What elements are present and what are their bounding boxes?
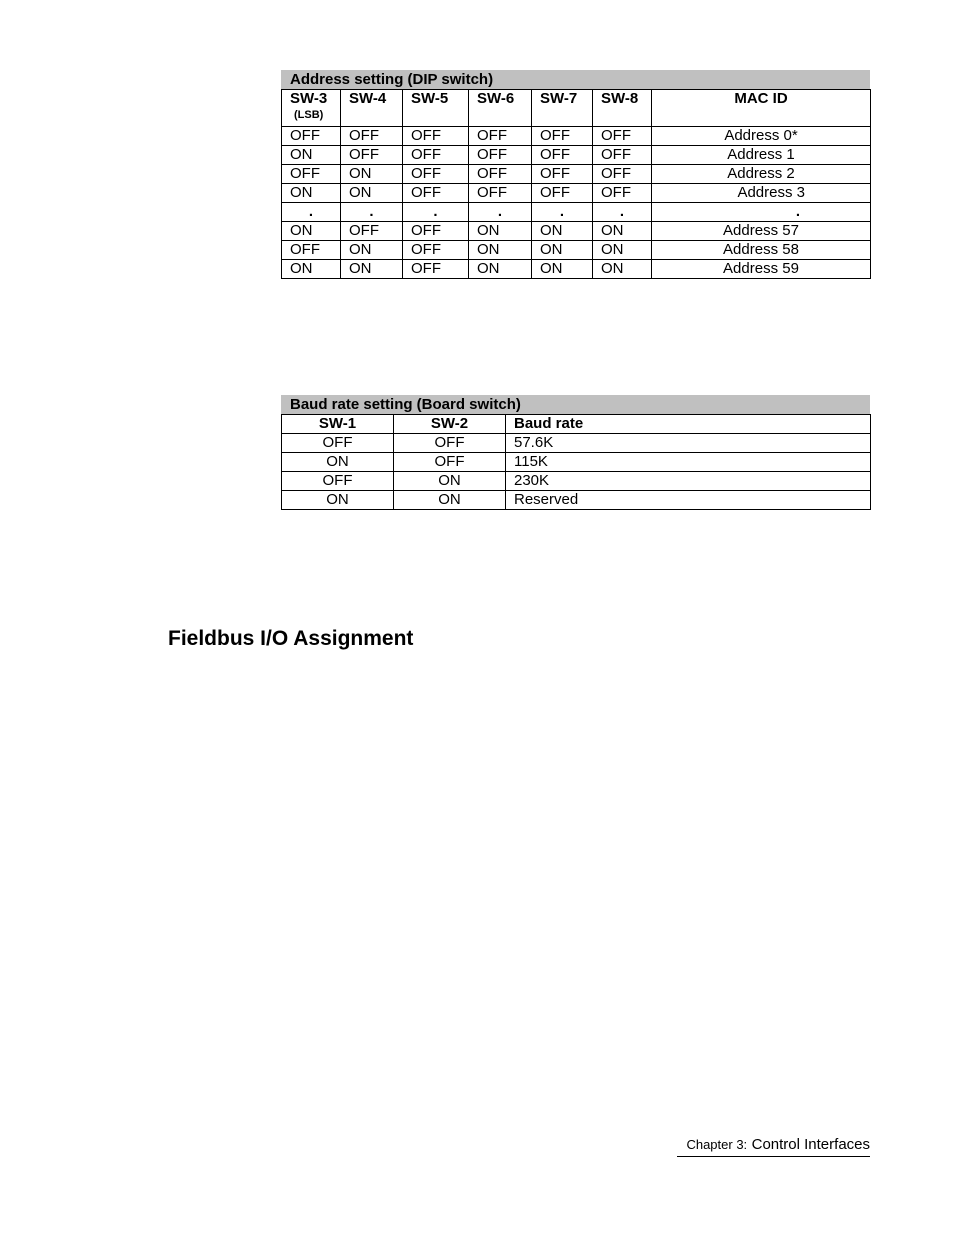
table-cell: OFF — [403, 222, 469, 241]
ellipsis-row — [282, 203, 871, 222]
table-cell: OFF — [403, 260, 469, 279]
ellipsis-cell: . — [593, 203, 652, 222]
table-cell: ON — [282, 453, 394, 472]
table-cell: OFF — [593, 146, 652, 165]
table-cell: OFF — [403, 184, 469, 203]
page-footer — [677, 1136, 870, 1157]
table-cell: ON — [532, 222, 593, 241]
table-row — [282, 184, 871, 203]
table-cell: OFF — [593, 165, 652, 184]
mac-id-cell: Address 0* — [652, 127, 871, 146]
table-cell: ON — [341, 165, 403, 184]
address-table-grid — [281, 89, 871, 279]
table-row — [282, 241, 871, 260]
header-sw7: SW-7 — [532, 90, 593, 127]
table-cell: OFF — [403, 165, 469, 184]
table-cell: OFF — [403, 241, 469, 260]
table-cell: ON — [282, 222, 341, 241]
table-cell: OFF — [469, 165, 532, 184]
table-row — [282, 127, 871, 146]
header-mac-id: MAC ID — [652, 90, 871, 127]
table-cell: ON — [394, 491, 506, 510]
mac-id-cell: Address 58 — [652, 241, 871, 260]
table-cell: ON — [341, 260, 403, 279]
table-cell: OFF — [282, 127, 341, 146]
table-row — [282, 165, 871, 184]
ellipsis-cell: . — [469, 203, 532, 222]
table-cell: OFF — [469, 127, 532, 146]
table-cell: OFF — [282, 434, 394, 453]
table-cell: ON — [532, 260, 593, 279]
table-cell: ON — [593, 260, 652, 279]
baud-rate-cell: 115K — [506, 453, 871, 472]
header-sw4: SW-4 — [341, 90, 403, 127]
table-cell: OFF — [532, 165, 593, 184]
ellipsis-cell: . — [532, 203, 593, 222]
address-table-header-row — [282, 90, 871, 127]
table-cell: ON — [341, 184, 403, 203]
table-cell: OFF — [532, 127, 593, 146]
baud-rate-cell: Reserved — [506, 491, 871, 510]
table-cell: OFF — [403, 127, 469, 146]
table-row — [282, 434, 871, 453]
table-cell: ON — [593, 241, 652, 260]
table-row — [282, 222, 871, 241]
baud-table-caption: Baud rate setting (Board switch) — [281, 395, 870, 414]
header-sw1: SW-1 — [282, 415, 394, 434]
ellipsis-cell: . — [282, 203, 341, 222]
lsb-note: (LSB) — [294, 109, 324, 121]
table-cell: ON — [282, 184, 341, 203]
address-table-caption: Address setting (DIP switch) — [281, 70, 870, 89]
table-cell: OFF — [469, 184, 532, 203]
table-row — [282, 453, 871, 472]
mac-id-cell: Address 57 — [652, 222, 871, 241]
header-sw8: SW-8 — [593, 90, 652, 127]
ellipsis-cell: . — [652, 203, 871, 222]
table-cell: OFF — [394, 453, 506, 472]
header-sw2: SW-2 — [394, 415, 506, 434]
mac-id-cell: Address 3 — [652, 184, 871, 203]
table-cell: ON — [394, 472, 506, 491]
table-cell: ON — [469, 260, 532, 279]
table-cell: OFF — [341, 222, 403, 241]
table-row — [282, 146, 871, 165]
footer-chapter-title: Control Interfaces — [751, 1136, 870, 1153]
table-cell: OFF — [403, 146, 469, 165]
table-cell: ON — [282, 491, 394, 510]
baud-table-grid — [281, 414, 871, 510]
table-cell: ON — [282, 260, 341, 279]
table-cell: ON — [532, 241, 593, 260]
table-cell: OFF — [394, 434, 506, 453]
ellipsis-cell: . — [341, 203, 403, 222]
baud-rate-table — [281, 395, 870, 510]
table-cell: ON — [469, 222, 532, 241]
table-cell: OFF — [593, 127, 652, 146]
baud-rate-cell: 57.6K — [506, 434, 871, 453]
header-sw3: SW-3 (LSB) — [282, 90, 341, 127]
table-cell: OFF — [532, 184, 593, 203]
section-title: Fieldbus I/O Assignment — [168, 627, 414, 650]
header-baud-rate: Baud rate — [506, 415, 871, 434]
table-cell: OFF — [341, 127, 403, 146]
table-row — [282, 260, 871, 279]
table-cell: OFF — [282, 472, 394, 491]
table-cell: OFF — [469, 146, 532, 165]
ellipsis-cell: . — [403, 203, 469, 222]
table-cell: OFF — [282, 165, 341, 184]
table-cell: ON — [341, 241, 403, 260]
header-sw5: SW-5 — [403, 90, 469, 127]
table-row — [282, 472, 871, 491]
footer-chapter: Chapter 3: — [686, 1137, 748, 1152]
mac-id-cell: Address 2 — [652, 165, 871, 184]
table-cell: ON — [469, 241, 532, 260]
table-cell: ON — [593, 222, 652, 241]
table-cell: OFF — [532, 146, 593, 165]
table-row — [282, 491, 871, 510]
address-setting-table — [281, 70, 870, 279]
baud-table-header-row — [282, 415, 871, 434]
baud-rate-cell: 230K — [506, 472, 871, 491]
header-sw6: SW-6 — [469, 90, 532, 127]
table-cell: ON — [282, 146, 341, 165]
table-cell: OFF — [593, 184, 652, 203]
mac-id-cell: Address 59 — [652, 260, 871, 279]
table-cell: OFF — [282, 241, 341, 260]
mac-id-cell: Address 1 — [652, 146, 871, 165]
table-cell: OFF — [341, 146, 403, 165]
